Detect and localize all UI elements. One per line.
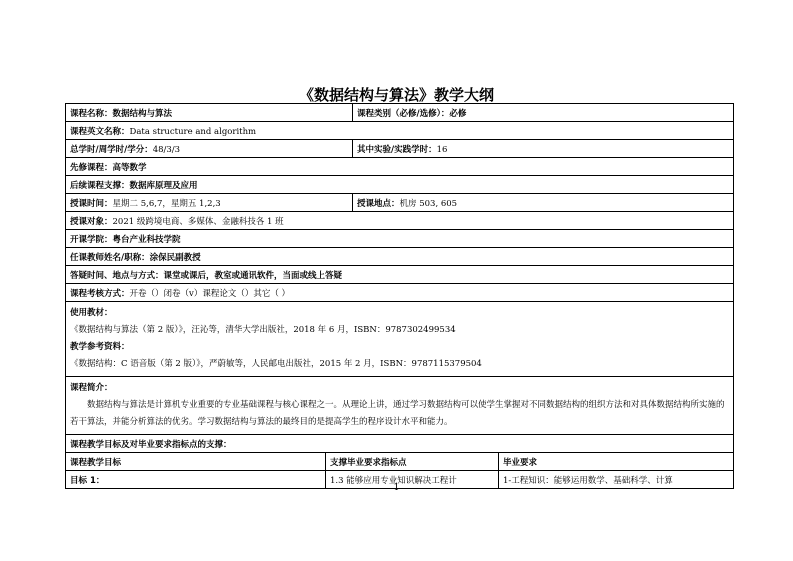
header-requirement: 毕业要求 bbox=[499, 453, 734, 471]
header-indicator: 支撑毕业要求指标点 bbox=[326, 453, 499, 471]
label: 任课教师姓名/职称： bbox=[70, 252, 150, 263]
reference-label: 教学参考资料： bbox=[70, 342, 130, 352]
value: 数据库原理及应用 bbox=[129, 180, 198, 191]
lab-hours-cell bbox=[353, 140, 734, 158]
table-row bbox=[66, 284, 734, 302]
requirement-cell: 1-工程知识：能够运用数学、基础科学、计算 bbox=[499, 471, 734, 489]
value: 2021 级跨境电商、多媒体、金融科技各 1 班 bbox=[112, 216, 284, 227]
value: 16 bbox=[436, 144, 448, 155]
label: 课程名称： bbox=[70, 108, 113, 119]
table-row bbox=[66, 266, 734, 284]
label: 课程类别（必修/选修）： bbox=[357, 108, 450, 119]
value: 高等数学 bbox=[112, 162, 147, 173]
value: 数据结构与算法 bbox=[112, 108, 173, 119]
indicator-cell: 1.3 能够应用专业知识解决工程计 bbox=[326, 471, 499, 489]
value: 涂保民副教授 bbox=[149, 252, 201, 263]
label: 课程考核方式： bbox=[70, 288, 130, 299]
table-row bbox=[66, 248, 734, 266]
value: 星期二 5,6,7，星期五 1,2,3 bbox=[112, 198, 221, 209]
label: 授课对象： bbox=[70, 216, 113, 227]
table-row bbox=[66, 140, 734, 158]
label: 其中实验/实践学时： bbox=[357, 144, 437, 155]
table-row bbox=[66, 302, 734, 377]
table-row bbox=[66, 122, 734, 140]
table-row bbox=[66, 176, 734, 194]
course-type-cell bbox=[353, 104, 734, 122]
time-cell bbox=[66, 194, 353, 212]
course-name-cell bbox=[66, 104, 353, 122]
table-row bbox=[66, 377, 734, 435]
target-cell bbox=[66, 212, 734, 230]
value: Data structure and algorithm bbox=[129, 126, 257, 137]
prereq-cell bbox=[66, 158, 734, 176]
table-row bbox=[66, 435, 734, 453]
intro-cell bbox=[66, 377, 734, 435]
table-row bbox=[66, 212, 734, 230]
syllabus-table bbox=[65, 103, 734, 489]
table-row bbox=[66, 194, 734, 212]
table-row bbox=[66, 158, 734, 176]
follow-cell bbox=[66, 176, 734, 194]
hours-cell bbox=[66, 140, 353, 158]
goals-label: 课程教学目标及对毕业要求指标点的支撑： bbox=[66, 435, 734, 453]
exam-cell bbox=[66, 284, 734, 302]
intro-text: 数据结构与算法是计算机专业重要的专业基础课程与核心课程之一。从理论上讲，通过学习数据结构可以使学生掌握对不同数据结构的组织方法和对具体数据结构所实施的若干算法，并能分析算法的优劣。学习数据结构与算法的最终目的是提高学生的程序设计水平和能力。 bbox=[70, 400, 725, 427]
textbook-value: 《数据结构与算法（第 2 版）》，汪沁等，清华大学出版社，2018 年 6 月，ISBN：9787302499534 bbox=[70, 325, 456, 335]
value: 必修 bbox=[449, 108, 467, 119]
textbook-label: 使用教材： bbox=[70, 308, 113, 318]
materials-cell bbox=[66, 302, 734, 377]
label: 先修课程： bbox=[70, 162, 113, 173]
table-header-row bbox=[66, 453, 734, 471]
document-title: 《数据结构与算法》教学大纲 bbox=[298, 86, 494, 104]
label: 总学时/周学时/学分： bbox=[70, 144, 153, 155]
english-name-cell bbox=[66, 122, 734, 140]
label: 开课学院： bbox=[70, 234, 113, 245]
teacher-cell bbox=[66, 248, 734, 266]
label: 答疑时间、地点与方式： bbox=[70, 270, 164, 281]
label: 课程英文名称： bbox=[70, 126, 130, 137]
value: 开卷（）闭卷（v）课程论文（）其它（ ） bbox=[129, 288, 291, 299]
value: 课堂或课后，教室或通讯软件，当面或线上答疑 bbox=[163, 270, 343, 281]
label: 后续课程支撑： bbox=[70, 180, 130, 191]
label: 授课地点： bbox=[357, 198, 400, 209]
value: 机房 503, 605 bbox=[399, 198, 458, 209]
intro-label: 课程简介： bbox=[70, 383, 113, 393]
value: 粤台产业科技学院 bbox=[112, 234, 181, 245]
label: 授课时间： bbox=[70, 198, 113, 209]
reference-value: 《数据结构：C 语音版（第 2 版）》，严蔚敏等，人民邮电出版社，2015 年 2 月，ISBN：9787115379504 bbox=[70, 359, 482, 369]
college-cell bbox=[66, 230, 734, 248]
qa-cell bbox=[66, 266, 734, 284]
value: 48/3/3 bbox=[152, 144, 181, 155]
table-row bbox=[66, 104, 734, 122]
place-cell bbox=[353, 194, 734, 212]
page-number: 1 bbox=[393, 483, 400, 493]
table-row bbox=[66, 230, 734, 248]
goal-cell: 目标 1： bbox=[66, 471, 326, 489]
header-goal: 课程教学目标 bbox=[66, 453, 326, 471]
